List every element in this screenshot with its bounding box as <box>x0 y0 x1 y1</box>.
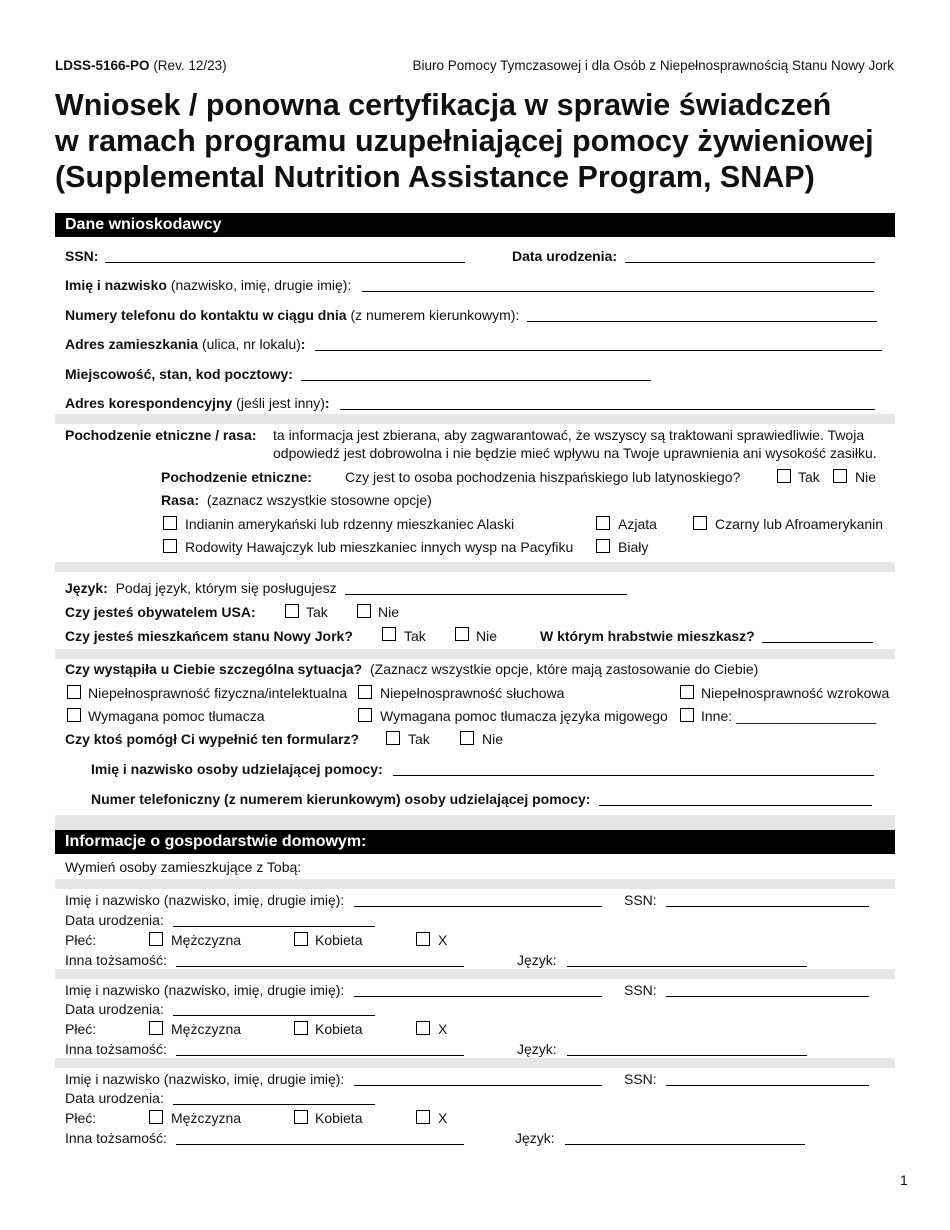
hispanic-no-checkbox[interactable] <box>833 469 847 483</box>
race-nh-checkbox[interactable] <box>163 539 177 553</box>
ssn-field[interactable] <box>105 262 465 263</box>
page-number: 1 <box>900 1172 908 1188</box>
city-label: Miejscowość, stan, kod pocztowy: <box>65 366 293 382</box>
name-label-note: (nazwisko, imię, drugie imię) <box>166 277 348 293</box>
mail-address-label <box>65 395 330 411</box>
citizen-no-label: Nie <box>378 604 400 620</box>
resident-no-checkbox[interactable] <box>455 627 469 641</box>
member-2-sex-label: Płeć: <box>65 1021 97 1037</box>
hispanic-yes-checkbox[interactable] <box>777 469 791 483</box>
ethnicity-info-line-1: ta informacja jest zbierana, aby zagwarantować, że wszyscy są traktowani sprawiedliwie. Twoja <box>273 427 865 443</box>
name-label <box>65 277 351 293</box>
language-field[interactable] <box>345 594 627 595</box>
race-ai-checkbox[interactable] <box>163 516 177 530</box>
member-3-ssn-field[interactable] <box>666 1085 869 1086</box>
ssn-label: SSN: <box>65 248 99 264</box>
helper-question: Czy ktoś pomógł Ci wypełnić ten formularz? <box>65 731 360 747</box>
member-3-sex-label: Płeć: <box>65 1110 97 1126</box>
phone-label-note: (z numerem kierunkowym): <box>346 307 520 323</box>
race-label-bold: Rasa: <box>161 492 200 508</box>
ethnic-origin-label: Pochodzenie etniczne: <box>161 469 312 485</box>
title-line-1: Wniosek / ponowna certyfikacja w sprawie świadczeń <box>55 88 832 122</box>
member-1-identity-label: Inna tożsamość: <box>65 952 167 968</box>
interpreter-checkbox[interactable] <box>67 708 81 722</box>
member-separator <box>55 1058 895 1068</box>
section-header-household: Informacje o gospodarstwie domowym: <box>55 830 895 854</box>
member-1-male-label: Mężczyzna <box>171 932 242 948</box>
member-1-ssn-label: SSN: <box>624 892 657 908</box>
member-1-name-field[interactable] <box>354 906 602 907</box>
helper-name-field[interactable] <box>393 775 874 776</box>
member-1-name-label: Imię i nazwisko (nazwisko, imię, drugie imię): <box>65 892 345 908</box>
language-label-bold: Język: <box>65 580 108 596</box>
ethnic-origin-question: Czy jest to osoba pochodzenia hiszpańskiego lub latynoskiego? <box>345 469 741 485</box>
form-code-number: LDSS-5166-PO <box>55 58 150 73</box>
address-label <box>65 336 305 352</box>
form-code <box>55 58 227 73</box>
dob-label: Data urodzenia: <box>512 248 618 264</box>
county-question: W którym hrabstwie mieszkasz? <box>540 628 755 644</box>
member-3-x-label: X <box>438 1110 448 1126</box>
phone-label-bold: Numery telefonu do kontaktu w ciągu dnia <box>65 307 347 323</box>
member-3-language-field[interactable] <box>565 1144 805 1145</box>
resident-yes-label: Tak <box>404 628 426 644</box>
member-3-identity-field[interactable] <box>176 1144 464 1145</box>
member-separator <box>55 969 895 979</box>
member-2-female-checkbox[interactable] <box>294 1021 308 1035</box>
resident-no-label: Nie <box>476 628 498 644</box>
form-revision: (Rev. 12/23) <box>153 58 227 73</box>
section-separator <box>55 815 895 830</box>
member-2-language-field[interactable] <box>567 1055 807 1056</box>
section-separator <box>55 562 895 572</box>
interpreter-label: Wymagana pomoc tłumacza <box>88 708 265 724</box>
member-1-identity-field[interactable] <box>176 966 464 967</box>
race-black-checkbox[interactable] <box>693 516 707 530</box>
address-field[interactable] <box>315 350 882 351</box>
member-1-ssn-field[interactable] <box>666 906 869 907</box>
race-black-label: Czarny lub Afroamerykanin <box>715 516 884 532</box>
member-1-female-label: Kobieta <box>315 932 363 948</box>
other-checkbox[interactable] <box>680 708 694 722</box>
member-3-female-checkbox[interactable] <box>294 1110 308 1124</box>
name-field[interactable] <box>362 291 874 292</box>
county-field[interactable] <box>762 642 873 643</box>
address-label-note: (ulica, nr lokalu) <box>198 336 301 352</box>
member-2-identity-label: Inna tożsamość: <box>65 1041 167 1057</box>
ethnicity-info-line-2: odpowiedź jest dobrowolna i nie będzie mieć wpływu na Twoje uprawnienia ani wysokość zasiłku. <box>273 445 877 461</box>
race-asian-checkbox[interactable] <box>596 516 610 530</box>
member-3-female-label: Kobieta <box>315 1110 363 1126</box>
member-1-x-label: X <box>438 932 448 948</box>
race-nh-label: Rodowity Hawajczyk lub mieszkaniec innych wysp na Pacyfiku <box>185 539 574 555</box>
helper-phone-label: Numer telefoniczny (z numerem kierunkowym) osoby udzielającej pomocy: <box>91 791 591 807</box>
member-1-dob-label: Data urodzenia: <box>65 912 164 928</box>
member-1-language-label: Język: <box>517 952 557 968</box>
physical-disability-checkbox[interactable] <box>67 685 81 699</box>
race-note: (zaznacz wszystkie stosowne opcje) <box>206 492 432 508</box>
member-3-identity-label: Inna tożsamość: <box>65 1130 167 1146</box>
helper-phone-field[interactable] <box>599 805 872 806</box>
household-intro: Wymień osoby zamieszkujące z Tobą: <box>65 859 302 875</box>
member-2-language-label: Język: <box>517 1041 557 1057</box>
special-question-bold: Czy wystąpiła u Ciebie szczególna sytuacja? <box>65 661 363 677</box>
page-title <box>55 87 915 195</box>
member-3-dob-field[interactable] <box>173 1104 375 1105</box>
mail-label-bold: Adres korespondencyjny <box>65 395 233 411</box>
race-white-checkbox[interactable] <box>596 539 610 553</box>
citizen-question: Czy jesteś obywatelem USA: <box>65 604 256 620</box>
member-separator <box>55 879 895 889</box>
member-3-male-label: Mężczyzna <box>171 1110 242 1126</box>
dob-field[interactable] <box>625 262 875 263</box>
citizen-yes-checkbox[interactable] <box>285 604 299 618</box>
member-2-ssn-label: SSN: <box>624 982 657 998</box>
member-2-name-field[interactable] <box>354 996 602 997</box>
member-2-x-checkbox[interactable] <box>416 1021 430 1035</box>
section-header-applicant: Dane wnioskodawcy <box>55 213 895 237</box>
citizen-no-checkbox[interactable] <box>357 604 371 618</box>
hearing-disability-checkbox[interactable] <box>358 685 372 699</box>
member-2-identity-field[interactable] <box>176 1055 464 1056</box>
member-2-x-label: X <box>438 1021 448 1037</box>
member-3-male-checkbox[interactable] <box>149 1110 163 1124</box>
member-1-x-checkbox[interactable] <box>416 932 430 946</box>
member-1-dob-field[interactable] <box>173 926 375 927</box>
member-1-male-checkbox[interactable] <box>149 932 163 946</box>
member-2-name-label: Imię i nazwisko (nazwisko, imię, drugie imię): <box>65 982 345 998</box>
language-prompt: Podaj język, którym się posługujesz <box>115 580 337 596</box>
other-label: Inne: __________________ <box>701 708 877 724</box>
hispanic-yes-label: Tak <box>798 469 820 485</box>
resident-question: Czy jesteś mieszkańcem stanu Nowy Jork? <box>65 628 353 644</box>
member-2-female-label: Kobieta <box>315 1021 363 1037</box>
citizen-yes-label: Tak <box>306 604 328 620</box>
member-3-language-label: Język: <box>515 1130 555 1146</box>
member-3-dob-label: Data urodzenia: <box>65 1090 164 1106</box>
visual-disability-label: Niepełnosprawność wzrokowa <box>701 685 890 701</box>
visual-disability-checkbox[interactable] <box>680 685 694 699</box>
helper-yes-checkbox[interactable] <box>386 731 400 745</box>
section-separator <box>55 649 895 659</box>
section-separator <box>55 414 895 424</box>
title-line-3: (Supplemental Nutrition Assistance Program, SNAP) <box>55 160 815 194</box>
phone-field[interactable] <box>527 321 877 322</box>
name-label-bold: Imię i nazwisko <box>65 277 167 293</box>
member-3-name-label: Imię i nazwisko (nazwisko, imię, drugie imię): <box>65 1071 345 1087</box>
member-3-name-field[interactable] <box>354 1085 602 1086</box>
ethnicity-label: Pochodzenie etniczne / rasa: <box>65 427 257 443</box>
mail-label-colon: : <box>324 395 330 411</box>
member-1-language-field[interactable] <box>567 966 807 967</box>
sign-interpreter-label: Wymagana pomoc tłumacza języka migowego <box>380 708 668 724</box>
helper-name-label: Imię i nazwisko osoby udzielającej pomocy: <box>91 761 383 777</box>
sign-interpreter-checkbox[interactable] <box>358 708 372 722</box>
race-asian-label: Azjata <box>618 516 657 532</box>
language-label <box>65 580 337 596</box>
member-2-dob-field[interactable] <box>173 1015 375 1016</box>
member-3-ssn-label: SSN: <box>624 1071 657 1087</box>
title-line-2: w ramach programu uzupełniającej pomocy żywieniowej <box>55 124 874 158</box>
helper-no-label: Nie <box>482 731 504 747</box>
special-question-note: (Zaznacz wszystkie opcje, które mają zastosowanie do Ciebie) <box>370 661 759 677</box>
member-3-x-checkbox[interactable] <box>416 1110 430 1124</box>
physical-disability-label: Niepełnosprawność fizyczna/intelektualna <box>88 685 348 701</box>
race-white-label: Biały <box>618 539 649 555</box>
member-1-female-checkbox[interactable] <box>294 932 308 946</box>
helper-no-checkbox[interactable] <box>460 731 474 745</box>
agency-name: Biuro Pomocy Tymczasowej i dla Osób z Niepełnosprawnością Stanu Nowy Jork <box>412 58 894 73</box>
member-2-ssn-field[interactable] <box>666 996 869 997</box>
city-field[interactable] <box>301 380 651 381</box>
name-label-colon: : <box>347 277 352 293</box>
helper-yes-label: Tak <box>408 731 430 747</box>
resident-yes-checkbox[interactable] <box>382 627 396 641</box>
phone-label <box>65 307 519 323</box>
hispanic-no-label: Nie <box>855 469 877 485</box>
member-2-male-label: Mężczyzna <box>171 1021 242 1037</box>
address-label-bold: Adres zamieszkania <box>65 336 199 352</box>
mail-address-field[interactable] <box>340 409 875 410</box>
special-situation-question <box>65 661 758 677</box>
member-2-dob-label: Data urodzenia: <box>65 1001 164 1017</box>
hearing-disability-label: Niepełnosprawność słuchowa <box>380 685 565 701</box>
member-2-male-checkbox[interactable] <box>149 1021 163 1035</box>
address-label-colon: : <box>300 336 306 352</box>
member-1-sex-label: Płeć: <box>65 932 97 948</box>
race-label <box>161 492 432 508</box>
mail-label-note: (jeśli jest inny) <box>232 395 325 411</box>
race-ai-label: Indianin amerykański lub rdzenny mieszkaniec Alaski <box>185 516 515 532</box>
